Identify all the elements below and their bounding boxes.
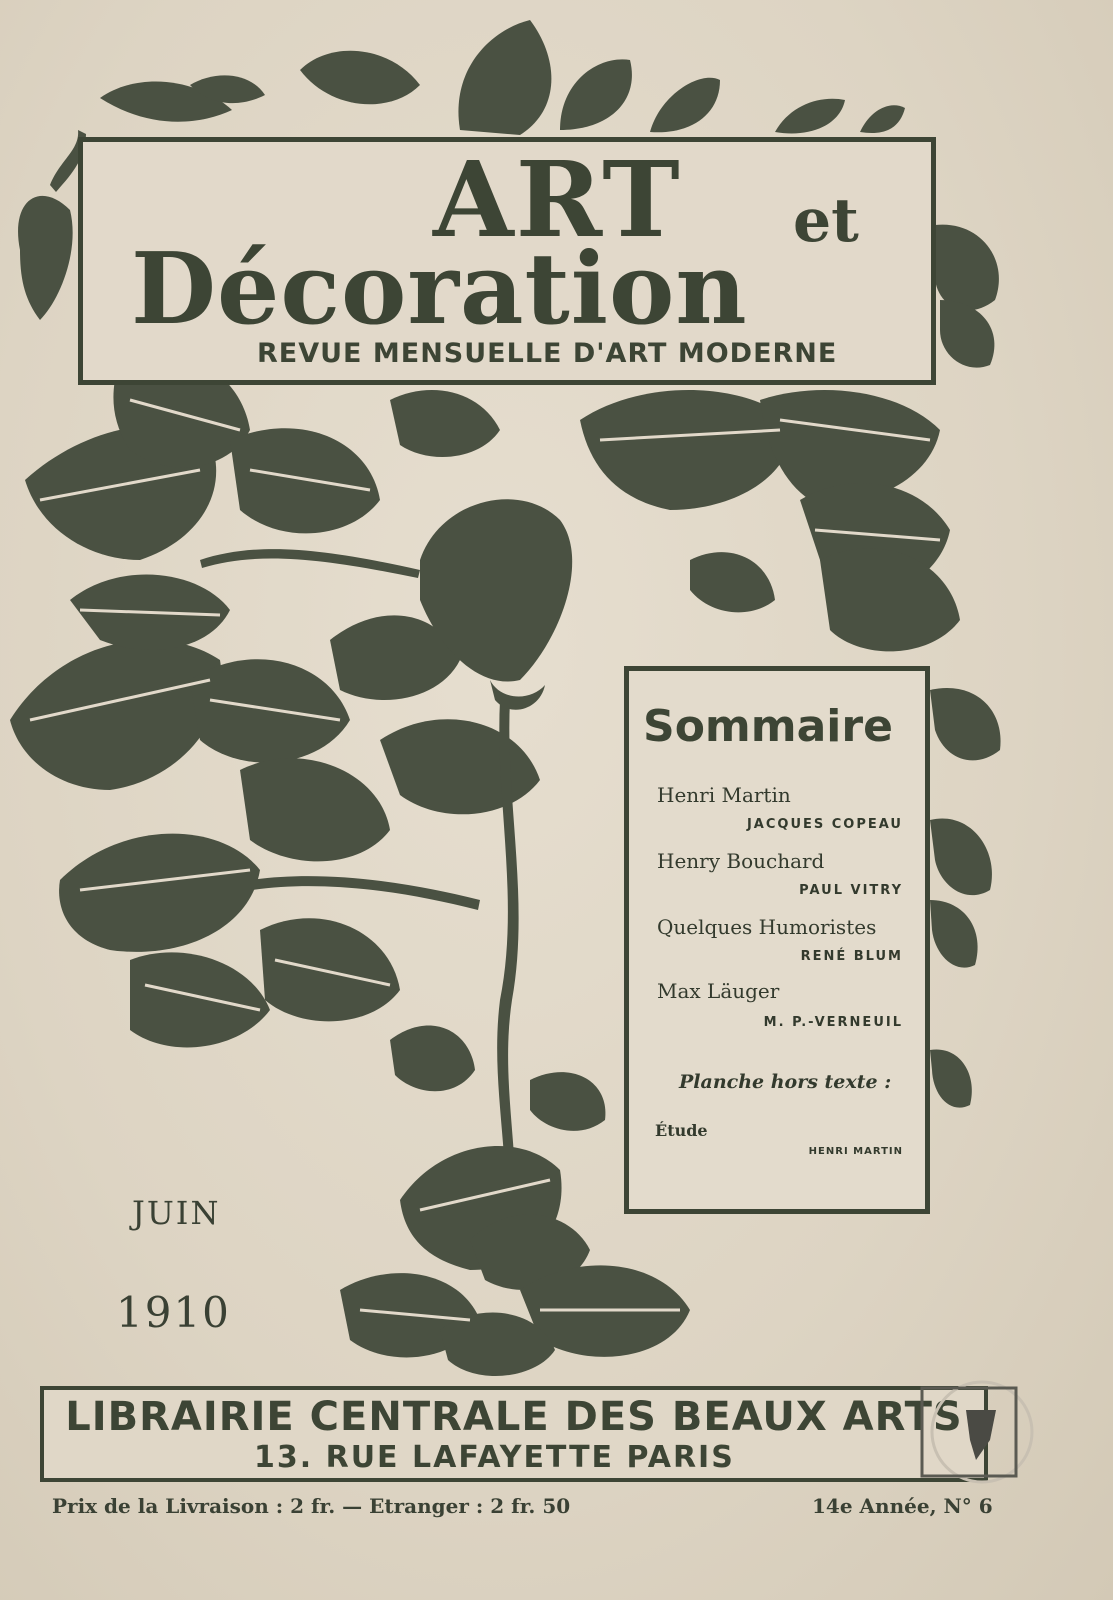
plate-title: Étude: [655, 1121, 708, 1140]
toc-item-title: Max Läuger: [657, 979, 780, 1003]
publisher-name: LIBRAIRIE CENTRALE DES BEAUX ARTS: [65, 1394, 963, 1440]
issue-year: 1910: [116, 1288, 231, 1337]
toc-item-title: Henri Martin: [657, 783, 791, 807]
toc-item-author: JACQUES COPEAU: [746, 817, 903, 832]
price-info: Prix de la Livraison : 2 fr. — Etranger : 2 fr. 50: [52, 1494, 571, 1518]
plate-author: HENRI MARTIN: [808, 1146, 903, 1157]
issue-month: JUIN: [132, 1194, 221, 1232]
title-decoration: Décoration: [131, 232, 748, 347]
title-et: et: [793, 186, 859, 256]
toc-item-title: Henry Bouchard: [657, 849, 825, 873]
title-art: ART: [433, 138, 682, 261]
toc-item-title: Quelques Humoristes: [657, 915, 877, 939]
library-stamp-icon: [906, 1380, 1052, 1484]
toc-item-author: RENÉ BLUM: [800, 949, 903, 964]
toc-item-author: M. P.-VERNEUIL: [763, 1015, 903, 1030]
issue-number: 14e Année, N° 6: [812, 1494, 993, 1518]
table-of-contents: [624, 666, 930, 1214]
subtitle: REVUE MENSUELLE D'ART MODERNE: [257, 338, 838, 369]
publisher-address: 13. RUE LAFAYETTE PARIS: [254, 1440, 735, 1475]
title-box: [78, 137, 936, 385]
publisher-box: [40, 1386, 988, 1482]
plate-heading: Planche hors texte :: [679, 1071, 892, 1093]
toc-item-author: PAUL VITRY: [799, 883, 903, 898]
toc-heading: Sommaire: [643, 701, 893, 752]
